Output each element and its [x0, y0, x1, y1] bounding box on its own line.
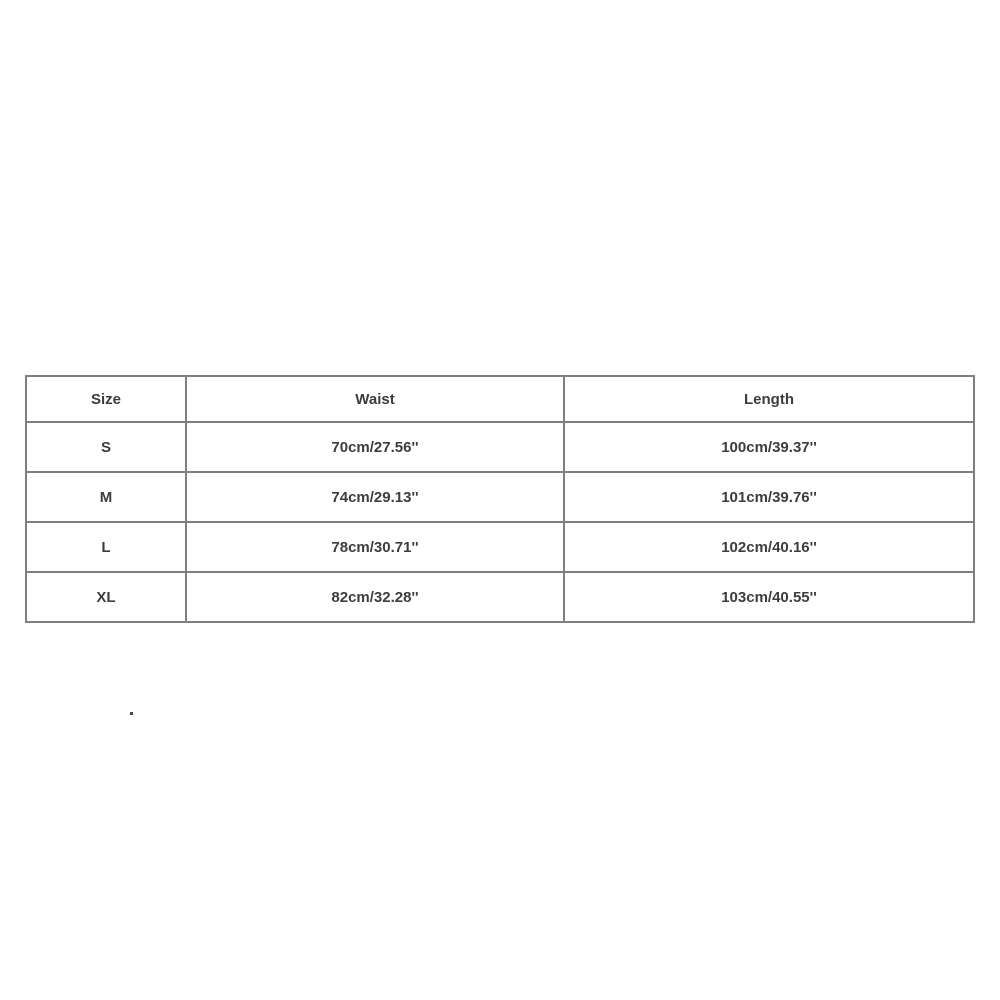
- cell-length: 101cm/39.76'': [564, 472, 974, 522]
- cell-waist: 82cm/32.28'': [186, 572, 564, 622]
- table-row: [26, 572, 974, 622]
- table-row: [26, 422, 974, 472]
- cell-waist: 78cm/30.71'': [186, 522, 564, 572]
- size-chart-table: [25, 375, 975, 623]
- cell-waist: 70cm/27.56'': [186, 422, 564, 472]
- column-header-waist: Waist: [186, 376, 564, 422]
- cell-waist: 74cm/29.13'': [186, 472, 564, 522]
- cell-length: 103cm/40.55'': [564, 572, 974, 622]
- cell-length: 102cm/40.16'': [564, 522, 974, 572]
- speck-artifact: [130, 712, 133, 715]
- cell-length: 100cm/39.37'': [564, 422, 974, 472]
- table-row: [26, 522, 974, 572]
- table-header-row: [26, 376, 974, 422]
- cell-size: L: [26, 522, 186, 572]
- column-header-size: Size: [26, 376, 186, 422]
- column-header-length: Length: [564, 376, 974, 422]
- cell-size: XL: [26, 572, 186, 622]
- table-row: [26, 472, 974, 522]
- cell-size: M: [26, 472, 186, 522]
- cell-size: S: [26, 422, 186, 472]
